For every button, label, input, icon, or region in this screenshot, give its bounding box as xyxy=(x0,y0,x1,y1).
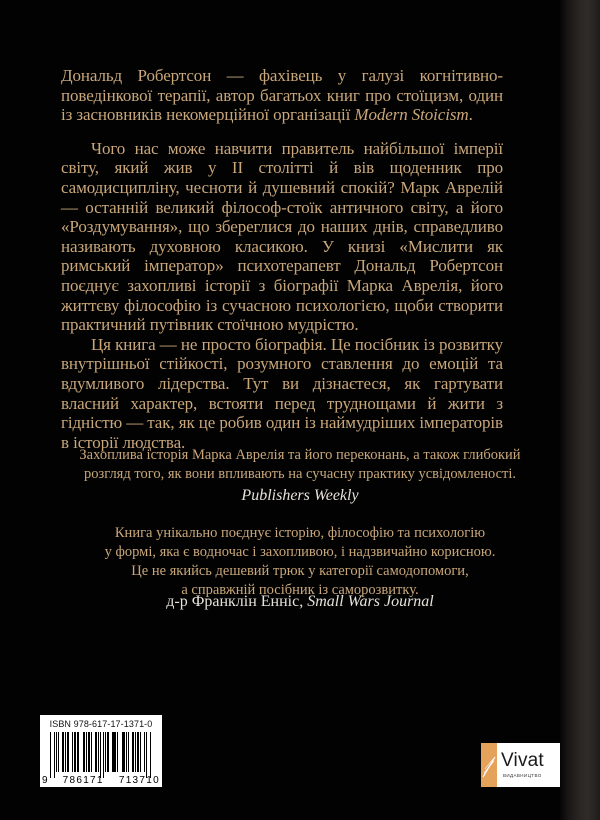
isbn-label: ISBN 978-617-17-1371-0 xyxy=(49,719,153,729)
review-line: розгляд того, як вони впливають на сучасну практику усвідомленості. xyxy=(84,466,516,482)
review-attribution-2 xyxy=(60,592,540,612)
review-line: Книга унікально поєднує історію, філософію та психологію xyxy=(114,525,486,541)
ean-digits xyxy=(42,775,160,786)
author-bio-text: Дональд Робертсон — фахівець у галузі когнітивно-поведінкової терапії, автор багатьох книг про стоїцизм, один із засновників некомерційної організації xyxy=(61,66,503,125)
ean-first-digit: 9 xyxy=(42,775,48,786)
publisher-logo xyxy=(481,743,564,787)
attribution-source: Small Wars Journal xyxy=(307,593,434,610)
publisher-wordmark xyxy=(497,743,564,787)
review-line: Захоплива історія Марка Аврелія та його переконань, а також глибокий xyxy=(79,447,521,463)
isbn-barcode xyxy=(40,715,162,787)
review-quote-2 xyxy=(60,524,540,600)
book-spine-edge xyxy=(560,0,600,820)
feather-icon xyxy=(481,743,497,787)
barcode-bars xyxy=(50,732,152,776)
review-line: у формі, яка є водночас і захопливою, і надзвичайно корисною. xyxy=(104,544,496,560)
publisher-name: Vivat xyxy=(501,750,544,771)
ean-group-2: 713710 xyxy=(118,775,160,786)
review-line: а справжній посібник із саморозвитку. xyxy=(181,582,419,598)
attribution-person: д-р Франклін Енніс, xyxy=(166,593,308,610)
review-quote-1 xyxy=(60,446,540,484)
author-bio xyxy=(61,66,503,125)
description-paragraph-1: Чого нас може навчити правитель найбільшої імперії світу, який жив у II столітті й вів щоденник про самодисципліну, чесноти й душевний спокій? Марк Аврелій — останній великий філософ-стоїк античного світу, а його «Роздумування», що збереглися до наших днів, справедливо називають духовною класикою. У книзі «Мислити як римський імператор» психотерапевт Дональд Робертсон поєднує захопливі історії з біографії Марка Аврелія, його життєву філософію із сучасною психологією, щоби створити практичний путівник стоїчною мудрістю. xyxy=(61,138,503,335)
ean-group-1: 786171 xyxy=(62,775,104,786)
organization-name: Modern Stoicism xyxy=(354,105,469,125)
author-bio-end: . xyxy=(468,105,473,125)
description-block xyxy=(61,66,503,452)
review-line: Це не якийсь дешевий трюк у категорії самодопомоги, xyxy=(131,563,469,579)
publisher-subtitle: ВИДАВНИЦТВО xyxy=(503,773,542,778)
description-paragraph-2: Ця книга — не просто біографія. Це посібник із розвитку внутрішньої стійкості, розумного ставлення до емоцій та вдумливого лідерства. Тут ви дізнаєтеся, як гартувати власний характер, встояти перед труднощами й жити з гідністю — так, як це робив один із наймудріших імператорів в історії людства. xyxy=(61,334,503,452)
review-attribution-1: Publishers Weekly xyxy=(241,487,359,504)
